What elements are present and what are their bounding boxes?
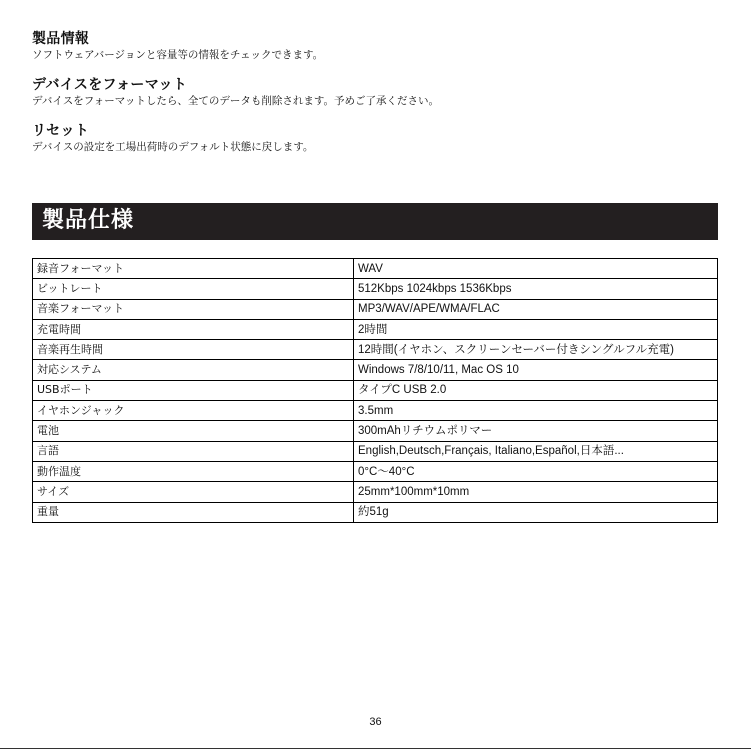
section-heading: デバイスをフォーマット: [32, 77, 188, 93]
table-row: [33, 441, 718, 461]
table-row: [33, 299, 718, 319]
table-row: [33, 461, 718, 481]
spec-value: 0°C〜40°C: [354, 461, 718, 481]
table-row: [33, 279, 718, 299]
spec-value: WAV: [354, 259, 718, 279]
section-text: ソフトウェアバージョンと容量等の情報をチェックできます。: [32, 49, 324, 61]
spec-label: 音楽再生時間: [33, 340, 354, 360]
spec-table: [32, 258, 718, 523]
spec-value: 300mAhリチウムポリマー: [354, 421, 718, 441]
spec-label: 重量: [33, 502, 354, 522]
section-reset: [32, 122, 722, 154]
section-heading: 製品情報: [32, 31, 90, 47]
spec-label: イヤホンジャック: [33, 401, 354, 421]
spec-label: 電池: [33, 421, 354, 441]
spec-label: 録音フォーマット: [33, 259, 354, 279]
spec-label: 音楽フォーマット: [33, 299, 354, 319]
spec-value: Windows 7/8/10/11, Mac OS 10: [354, 360, 718, 380]
table-row: [33, 502, 718, 522]
section-text: デバイスをフォーマットしたら、全てのデータも削除されます。予めご了承ください。: [32, 95, 439, 107]
table-row: [33, 319, 718, 339]
table-row: [33, 360, 718, 380]
spec-value: 約51g: [354, 502, 718, 522]
spec-label: 充電時間: [33, 319, 354, 339]
table-row: [33, 421, 718, 441]
table-row: [33, 401, 718, 421]
spec-value: English,Deutsch,Français, Italiano,Español,日本語...: [354, 441, 718, 461]
table-row: [33, 259, 718, 279]
section-heading: リセット: [32, 123, 90, 139]
spec-label: 言語: [33, 441, 354, 461]
section-format-device: [32, 76, 722, 108]
spec-value: 12時間(イヤホン、スクリーンセーバー付きシングルフル充電): [354, 340, 718, 360]
spec-title: 製品仕様: [42, 208, 135, 233]
spec-label: 対応システム: [33, 360, 354, 380]
spec-value: タイプC USB 2.0: [354, 380, 718, 400]
spec-value: 3.5mm: [354, 401, 718, 421]
bottom-divider: [0, 748, 751, 749]
spec-label: ビットレート: [33, 279, 354, 299]
page-number: 36: [369, 716, 382, 728]
spec-title-banner: [32, 203, 718, 240]
table-row: [33, 380, 718, 400]
table-row: [33, 340, 718, 360]
spec-value: 25mm*100mm*10mm: [354, 482, 718, 502]
spec-value: MP3/WAV/APE/WMA/FLAC: [354, 299, 718, 319]
spec-label: サイズ: [33, 482, 354, 502]
section-text: デバイスの設定を工場出荷時のデフォルト状態に戻します。: [32, 141, 314, 153]
spec-label: 動作温度: [33, 461, 354, 481]
spec-value: 2時間: [354, 319, 718, 339]
spec-label: USBポート: [33, 380, 354, 400]
table-row: [33, 482, 718, 502]
spec-value: 512Kbps 1024kbps 1536Kbps: [354, 279, 718, 299]
section-product-info: [32, 30, 722, 62]
